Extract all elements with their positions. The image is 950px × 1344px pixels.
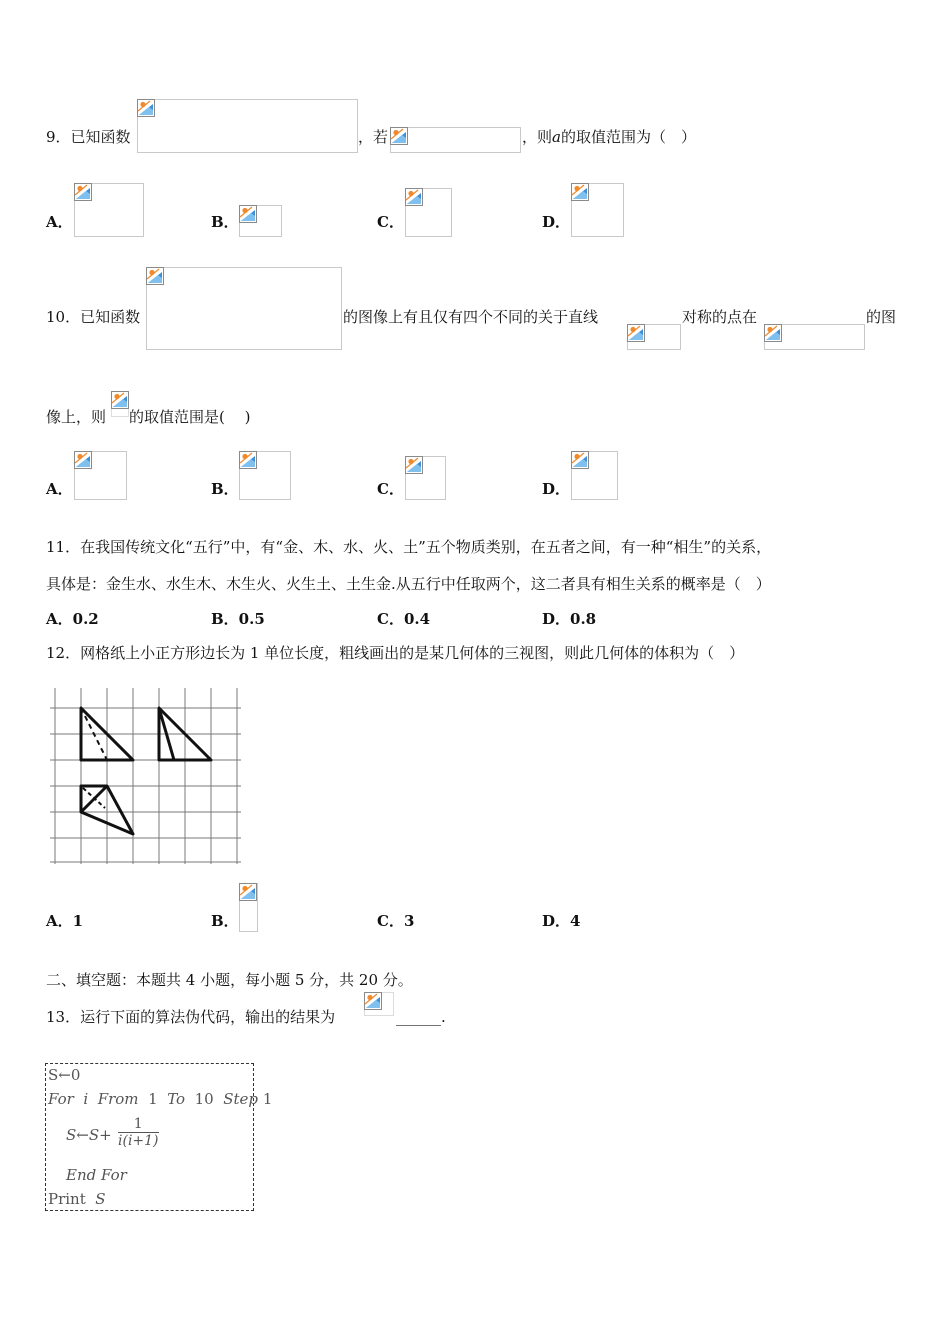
q13-answer-blank: ______. (396, 1008, 446, 1026)
q9-option-a-label: A． (46, 213, 73, 231)
q9-stem-c-text: ，则 (522, 128, 553, 146)
q10-option-a-label: A． (46, 480, 73, 498)
q10-number: 10． (46, 308, 81, 326)
q10-curve-image (764, 324, 865, 350)
q9-option-d-image (571, 183, 624, 237)
code-print-var: S (95, 1190, 106, 1208)
q13-answer-image (364, 992, 394, 1016)
q10-line-image (627, 324, 681, 350)
grid-lines (50, 688, 241, 864)
broken-image-icon (239, 883, 257, 901)
q10-stem-f: 的取值范围是( ) (129, 408, 251, 426)
code-start-value: 1 (148, 1090, 158, 1108)
broken-image-icon (137, 99, 155, 117)
q11-option-b: B．0.5 (211, 610, 265, 628)
q13-stem: 13．运行下面的算法伪代码，输出的结果为 (46, 1008, 336, 1026)
q10-option-d-image (571, 451, 618, 500)
q10-function-image (146, 267, 342, 350)
q12-option-d: D．4 (542, 912, 581, 930)
q9-option-c-image (405, 188, 452, 237)
code-step-value: 1 (262, 1090, 273, 1108)
broken-image-icon (390, 127, 408, 145)
q9-option-b-label: B． (211, 213, 239, 231)
code-to-keyword: To (167, 1090, 186, 1108)
q9-stem-c (522, 127, 696, 147)
q9-stem-b: ，若 (358, 128, 389, 146)
q9-function-image (137, 99, 358, 153)
q10-stem-a: 已知函数 (80, 308, 141, 326)
q9-option-b-image (239, 205, 282, 237)
code-line-1: S←0 (48, 1066, 81, 1084)
broken-image-icon (405, 188, 423, 206)
q9-option-d-label: D． (542, 213, 571, 231)
q11-option-c: C．0.4 (377, 610, 431, 628)
code-var-i: i (83, 1090, 89, 1108)
broken-image-icon (146, 267, 164, 285)
code-line-3-lhs: S←S+ (66, 1126, 112, 1144)
q10-option-b-image (239, 451, 291, 500)
q10-stem-c: 对称的点在 (682, 308, 758, 326)
q10-option-c-image (405, 456, 446, 500)
code-line-5 (48, 1190, 106, 1208)
q9-condition-image (390, 127, 521, 153)
q10-param-image (111, 391, 129, 417)
code-from-keyword: From (97, 1090, 139, 1108)
q9-stem-d: 的取值范围为（ ） (560, 128, 696, 146)
q9-var-a: a (552, 128, 561, 146)
section2-heading: 二、填空题：本题共 4 小题，每小题 5 分，共 20 分。 (46, 971, 413, 989)
q9-stem-a: 已知函数 (70, 128, 131, 146)
q12-option-b-label: B． (211, 912, 239, 930)
q10-option-c-label: C． (377, 480, 404, 498)
q9-stem (46, 127, 131, 147)
q12-stem: 12．网格纸上小正方形边长为 1 单位长度，粗线画出的是某几何体的三视图，则此几何体的体积为（ ） (46, 644, 745, 662)
q10-stem-b: 的图像上有且仅有四个不同的关于直线 (343, 308, 599, 326)
q11-line2: 具体是：金生水、水生木、木生火、火生土、土生金.从五行中任取两个，这二者具有相生关系的概率是（ ） (46, 575, 771, 593)
code-fraction-denominator: i(i+1) (118, 1133, 159, 1149)
broken-image-icon (627, 324, 645, 342)
code-for-keyword: For (48, 1090, 74, 1108)
code-line-2 (48, 1090, 272, 1108)
code-fraction (118, 1116, 159, 1149)
q11-line1: 11．在我国传统文化“五行”中，有“金、木、水、火、土”五个物质类别，在五者之间，有一种“相生”的关系， (46, 538, 772, 556)
q12-option-a: A．1 (46, 912, 84, 930)
broken-image-icon (74, 183, 92, 201)
broken-image-icon (405, 456, 423, 474)
q10-option-d-label: D． (542, 480, 571, 498)
code-end-value: 10 (194, 1090, 214, 1108)
broken-image-icon (764, 324, 782, 342)
broken-image-icon (364, 992, 382, 1010)
broken-image-icon (239, 205, 257, 223)
q9-number: 9． (46, 128, 71, 146)
pseudocode-box (45, 1063, 273, 1211)
code-line-4: End For (66, 1166, 127, 1184)
broken-image-icon (239, 451, 257, 469)
q10-stem-d: 的图 (866, 308, 897, 326)
three-view-grid-figure (50, 688, 242, 866)
q10-stem-e: 像上，则 (46, 408, 107, 426)
broken-image-icon (74, 451, 92, 469)
q10-option-a-image (74, 451, 127, 500)
q11-option-d: D．0.8 (542, 610, 597, 628)
q12-option-c: C．3 (377, 912, 415, 930)
q10-stem (46, 307, 140, 327)
q9-option-a-image (74, 183, 144, 237)
q11-option-a: A．0.2 (46, 610, 99, 628)
broken-image-icon (571, 183, 589, 201)
broken-image-icon (111, 391, 129, 409)
q12-option-b-image (239, 883, 258, 932)
code-fraction-numerator: 1 (118, 1116, 159, 1133)
q9-option-c-label: C． (377, 213, 404, 231)
q10-option-b-label: B． (211, 480, 239, 498)
code-step-keyword: Step (223, 1090, 259, 1108)
broken-image-icon (571, 451, 589, 469)
code-print-keyword: Print (48, 1190, 86, 1208)
